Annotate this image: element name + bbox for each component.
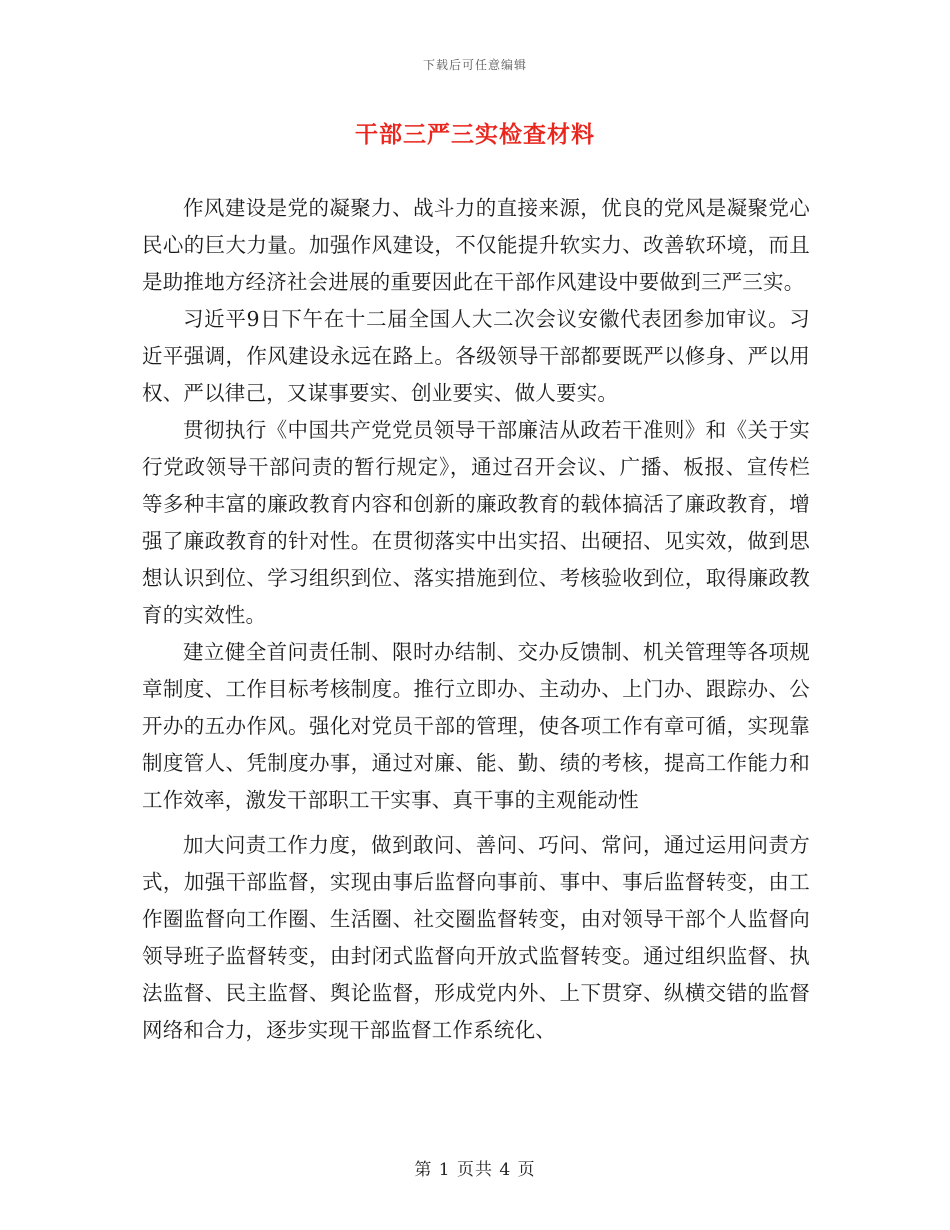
document-body <box>142 190 810 1049</box>
document-title: 干部三严三实检查材料 <box>355 121 595 148</box>
paragraph: 贯彻执行《中国共产党党员领导干部廉洁从政若干准则》和《关于实行党政领导干部问责的暂行规定》，通过召开会议、广播、板报、宣传栏等多种丰富的廉政教育内容和创新的廉政教育的载体搞活了廉政教育，增强了廉政教育的针对性。在贯彻落实中出实招、出硬招、见实效，做到思想认识到位、学习组织到位、落实措施到位、考核验收到位，取得廉政教育的实效性。 <box>142 418 810 627</box>
paragraph: 习近平9日下午在十二届全国人大二次会议安徽代表团参加审议。习近平强调，作风建设永远在路上。各级领导干部都要既严以修身、严以用权、严以律己，又谋事要实、创业要实、做人要实。 <box>142 307 810 405</box>
header-note: 下载后可任意编辑 <box>422 58 527 72</box>
paragraph: 作风建设是党的凝聚力、战斗力的直接来源，优良的党风是凝聚党心民心的巨大力量。加强作风建设，不仅能提升软实力、改善软环境，而且是助推地方经济社会进展的重要因此在干部作风建设中要做到三严三实。 <box>142 196 810 294</box>
page-number: 第 1 页共 4 页 <box>414 1160 536 1180</box>
paragraph: 建立健全首问责任制、限时办结制、交办反馈制、机关管理等各项规章制度、工作目标考核制度。推行立即办、主动办、上门办、跟踪办、公开办的五办作风。强化对党员干部的管理，使各项工作有章可循，实现靠制度管人、凭制度办事，通过对廉、能、勤、绩的考核，提高工作能力和工作效率，激发干部职工干实事、真干事的主观能动性 <box>142 640 810 812</box>
paragraph: 加大问责工作力度，做到敢问、善问、巧问、常问，通过运用问责方式，加强干部监督，实现由事后监督向事前、事中、事后监督转变，由工作圈监督向工作圈、生活圈、社交圈监督转变，由对领导干部个人监督向领导班子监督转变，由封闭式监督向开放式监督转变。通过组织监督、执法监督、民主监督、舆论监督，形成党内外、上下贯穿、纵横交错的监督网络和合力，逐步实现干部监督工作系统化、 <box>142 833 810 1042</box>
